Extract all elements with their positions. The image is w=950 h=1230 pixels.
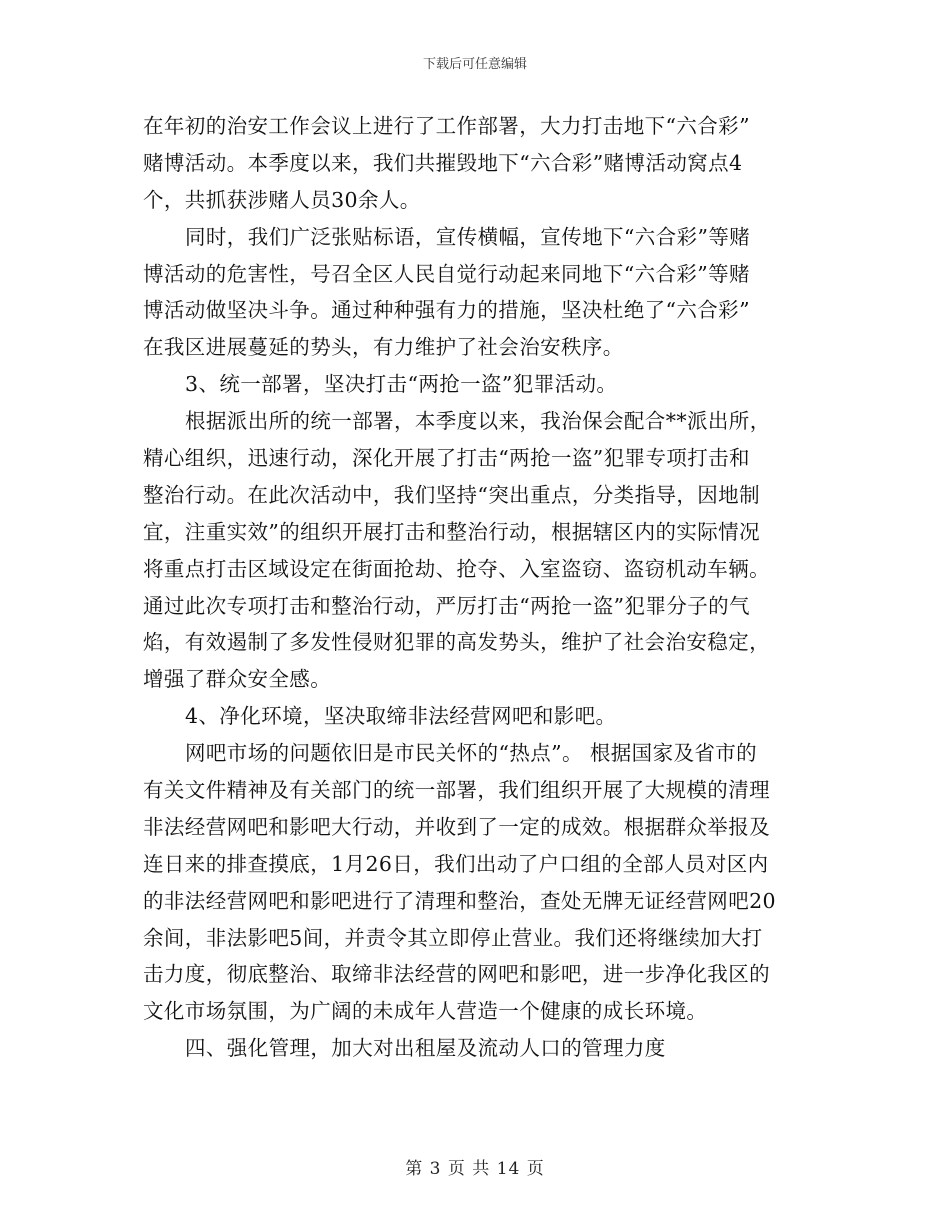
text-line: 在年初的治安工作会议上进行了工作部署，大力打击地下“六合彩” [143, 114, 750, 138]
section-heading: 3、统一部署，坚决打击“两抢一盗”犯罪活动。 [185, 372, 618, 397]
text-line: 击力度，彻底整治、取缔非法经营的网吧和影吧，进一步净化我区的 [143, 962, 770, 987]
text-line: 有关文件精神及有关部门的统一部署，我们组织开展了大规模的清理 [143, 778, 770, 803]
text-line: 文化市场氛围，为广阔的未成年人营造一个健康的成长环境。 [143, 999, 708, 1024]
text-line: 的非法经营网吧和影吧进行了清理和整治，查处无牌无证经营网吧20 [143, 888, 776, 913]
document-body [143, 108, 809, 1067]
section-heading: 4、净化环境，坚决取缔非法经营网吧和影吧。 [185, 704, 617, 729]
section-heading: 四、强化管理，加大对出租屋及流动人口的管理力度 [185, 1036, 666, 1061]
text-line: 整治行动。在此次活动中，我们坚持“突出重点，分类指导，因地制 [143, 482, 760, 507]
page-number: 第 3 页 共 14 页 [405, 1159, 545, 1179]
text-line: 宜，注重实效”的组织开展打击和整治行动，根据辖区内的实际情况 [143, 519, 760, 544]
text-line: 通过此次专项打击和整治行动，严厉打击“两抢一盗”犯罪分子的气 [143, 593, 750, 618]
text-line: 余间，非法影吧5间，并责令其立即停止营业。我们还将继续加大打 [143, 925, 763, 950]
text-line: 个，共抓获涉赌人员30余人。 [143, 187, 421, 212]
text-line: 在我区进展蔓延的势头，有力维护了社会治安秩序。 [143, 335, 624, 360]
text-line: 博活动的危害性，号召全区人民自觉行动起来同地下“六合彩”等赌 [143, 261, 750, 286]
text-line: 增强了群众安全感。 [143, 667, 332, 692]
page-header-note: 下载后可任意编辑 [422, 57, 527, 72]
paragraph-start-line: 网吧市场的问题依旧是市民关怀的“热点”。 根据国家及省市的 [185, 741, 758, 766]
text-line: 连日来的排查摸底，1月26日，我们出动了户口组的全部人员对区内 [143, 851, 769, 876]
text-line: 焰，有效遏制了多发性侵财犯罪的高发势头，维护了社会治安稳定， [143, 630, 770, 655]
paragraph-start-line: 同时，我们广泛张贴标语，宣传横幅，宣传地下“六合彩”等赌 [185, 224, 751, 249]
text-line: 博活动做坚决斗争。通过种种强有力的措施，坚决杜绝了“六合彩” [143, 298, 750, 323]
paragraph-start-line: 根据派出所的统一部署，本季度以来，我治保会配合**派出所， [185, 409, 771, 434]
text-line: 赌博活动。本季度以来，我们共摧毁地下“六合彩”赌博活动窝点4 [143, 150, 743, 175]
text-line: 将重点打击区域设定在街面抢劫、抢夺、入室盗窃、盗窃机动车辆。 [143, 556, 770, 581]
text-line: 非法经营网吧和影吧大行动，并收到了一定的成效。根据群众举报及 [143, 814, 770, 839]
text-line: 精心组织，迅速行动，深化开展了打击“两抢一盗”犯罪专项打击和 [143, 446, 750, 471]
